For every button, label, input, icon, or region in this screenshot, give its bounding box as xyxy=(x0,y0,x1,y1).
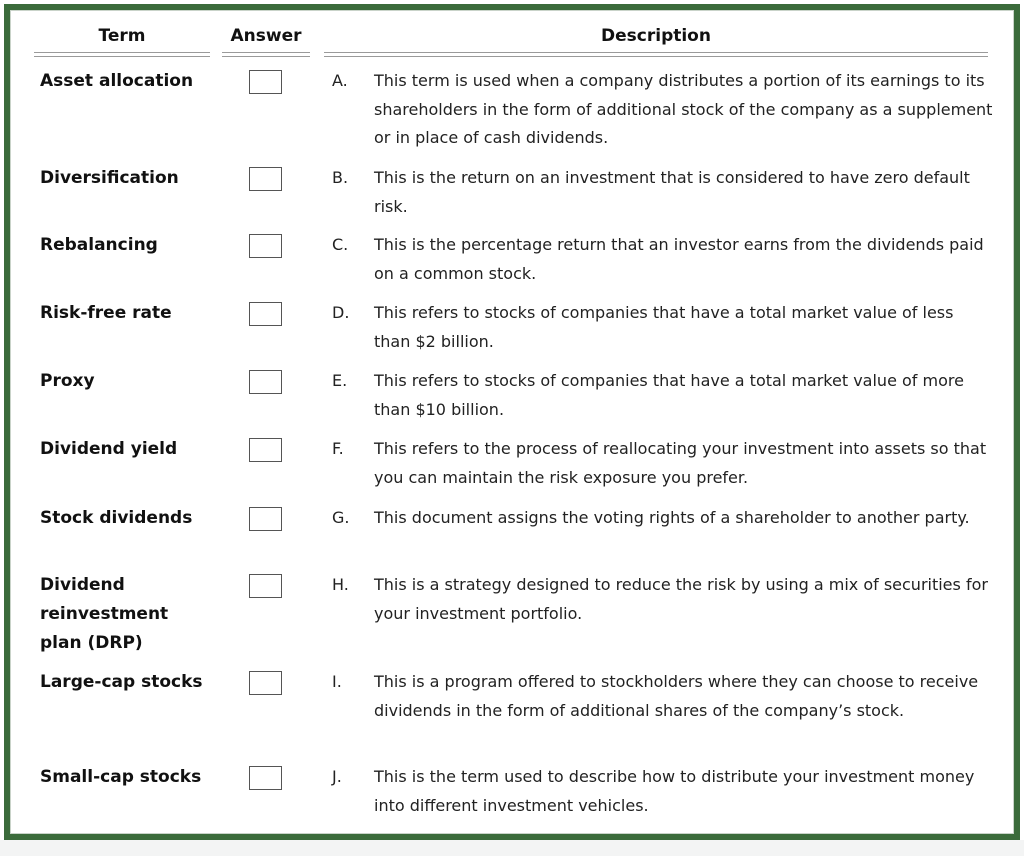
term-label: Stock dividends xyxy=(40,508,193,528)
term-label: Rebalancing xyxy=(40,235,158,255)
header-answer: Answer xyxy=(230,26,302,46)
description-text: This refers to the process of reallocating your investment into assets so that you can maintain the risk exposure you prefer. xyxy=(374,439,987,487)
answer-input[interactable] xyxy=(249,302,282,326)
description-letter: B. xyxy=(332,168,349,187)
answer-input[interactable] xyxy=(249,671,282,695)
term-label: Asset allocation xyxy=(40,71,194,91)
term-label: Large-cap stocks xyxy=(40,672,203,692)
description-text: This is the term used to describe how to distribute your investment money into different investment vehicles. xyxy=(374,767,975,815)
description-letter: F. xyxy=(332,439,344,458)
description-letter: A. xyxy=(332,71,348,90)
description-text: This refers to stocks of companies that have a total market value of less than $2 billion. xyxy=(374,303,954,351)
description-text: This is the percentage return that an investor earns from the dividends paid on a common stock. xyxy=(374,235,984,283)
term-label: Risk-free rate xyxy=(40,303,172,323)
description-text: This refers to stocks of companies that have a total market value of more than $10 billion. xyxy=(374,371,964,419)
description-letter: D. xyxy=(332,303,350,322)
header-term: Term xyxy=(98,26,146,46)
term-label: Dividend yield xyxy=(40,439,178,459)
answer-input[interactable] xyxy=(249,574,282,598)
description-text: This is a program offered to stockholders where they can choose to receive dividends in the form of additional shares of the company’s stock. xyxy=(374,672,979,720)
description-letter: H. xyxy=(332,575,349,594)
description-letter: J. xyxy=(332,767,342,786)
term-label: Proxy xyxy=(40,371,95,391)
description-text: This document assigns the voting rights of a shareholder to another party. xyxy=(374,508,970,527)
answer-input[interactable] xyxy=(249,766,282,790)
description-letter: G. xyxy=(332,508,350,527)
term-label: Small-cap stocks xyxy=(40,767,202,787)
header-rule-term xyxy=(34,52,210,57)
header-rule-description xyxy=(324,52,988,57)
description-text: This term is used when a company distributes a portion of its earnings to its shareholders in the form of additional stock of the company as a supplement or in place of cash dividends. xyxy=(374,71,993,147)
description-text: This is the return on an investment that is considered to have zero default risk. xyxy=(374,168,970,216)
description-letter: E. xyxy=(332,371,348,390)
description-letter: C. xyxy=(332,235,349,254)
answer-input[interactable] xyxy=(249,438,282,462)
bottom-shade xyxy=(0,840,1024,856)
description-text: This is a strategy designed to reduce the risk by using a mix of securities for your investment portfolio. xyxy=(374,575,988,623)
term-label: Diversification xyxy=(40,168,179,188)
header-description: Description xyxy=(601,26,711,46)
answer-input[interactable] xyxy=(249,70,282,94)
answer-input[interactable] xyxy=(249,507,282,531)
answer-input[interactable] xyxy=(249,370,282,394)
term-label: Dividend reinvestment plan (DRP) xyxy=(40,575,169,653)
answer-input[interactable] xyxy=(249,234,282,258)
header-rule-answer xyxy=(222,52,310,57)
answer-input[interactable] xyxy=(249,167,282,191)
description-letter: I. xyxy=(332,672,342,691)
